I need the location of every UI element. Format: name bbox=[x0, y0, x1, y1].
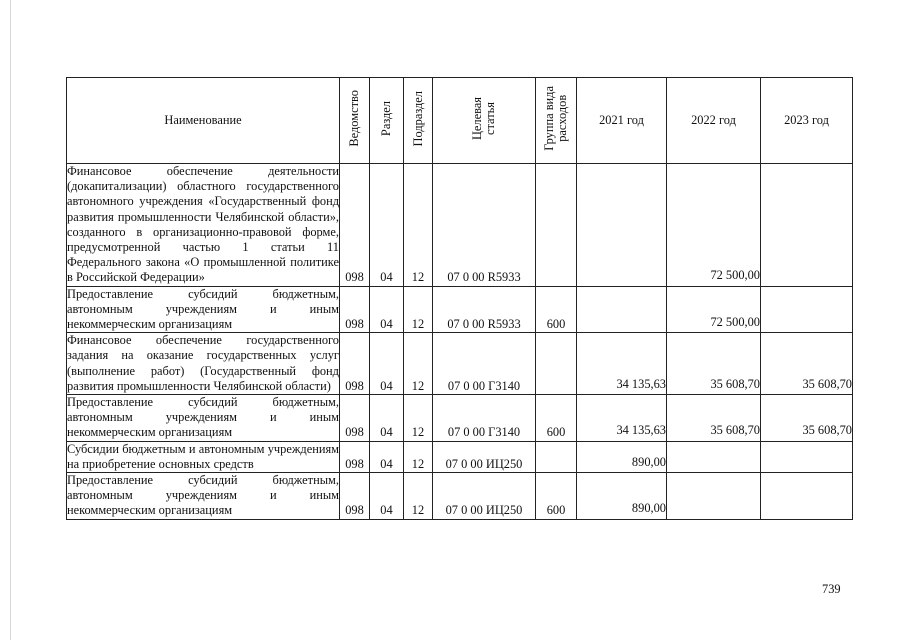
cell-name: Предоставление субсидий бюджетным, автономным учреждениям и иным некоммерческим организациям bbox=[67, 473, 339, 518]
page-number: 739 bbox=[822, 582, 841, 596]
cell-vedomstvo: 098 bbox=[340, 164, 370, 287]
cell-podrazdel: 12 bbox=[404, 286, 433, 333]
cell-target: 07 0 00 R5933 bbox=[433, 286, 536, 333]
cell-vedomstvo: 098 bbox=[340, 441, 370, 472]
cell-vedomstvo: 098 bbox=[340, 286, 370, 333]
cell-group bbox=[536, 333, 577, 395]
header-podrazdel: Подраздел bbox=[404, 78, 433, 164]
cell-group bbox=[536, 164, 577, 287]
cell-name: Предоставление субсидий бюджетным, автономным учреждениям и иным некоммерческим организациям bbox=[67, 286, 339, 332]
cell-2022 bbox=[667, 441, 761, 472]
cell-2023 bbox=[761, 164, 853, 287]
header-vedomstvo: Ведомство bbox=[340, 78, 370, 164]
header-target: Целевая статья bbox=[433, 78, 536, 164]
cell-group: 600 bbox=[536, 286, 577, 333]
header-2022: 2022 год bbox=[667, 78, 761, 164]
table-row bbox=[67, 333, 853, 395]
cell-razdel: 04 bbox=[370, 395, 404, 442]
header-2021: 2021 год bbox=[577, 78, 667, 164]
cell-podrazdel: 12 bbox=[404, 333, 433, 395]
cell-target: 07 0 00 Г3140 bbox=[433, 395, 536, 442]
cell-2021: 890,00 bbox=[577, 441, 667, 472]
table-row bbox=[67, 441, 853, 472]
table-row bbox=[67, 395, 853, 442]
cell-name: Финансовое обеспечение деятельности (докапитализации) областного государственного автономного учреждения «Государственный фонд развития промышленности Челябинской области», созданного в организационно-правовой форме, предусмотренной частью 1 статьи 11 Федерального закона «О промышленной политике в Российской Федерации» bbox=[67, 164, 339, 285]
cell-podrazdel: 12 bbox=[404, 473, 433, 520]
cell-2021: 890,00 bbox=[577, 473, 667, 520]
cell-2023: 35 608,70 bbox=[761, 333, 853, 395]
cell-name: Финансовое обеспечение государственного задания на оказание государственных услуг (выполнение работ) (Государственный фонд развития промышленности Челябинской области) bbox=[67, 333, 339, 393]
cell-group: 600 bbox=[536, 395, 577, 442]
cell-2021 bbox=[577, 164, 667, 287]
cell-2021 bbox=[577, 286, 667, 333]
header-name: Наименование bbox=[67, 78, 340, 164]
cell-2022: 72 500,00 bbox=[667, 164, 761, 287]
table-row bbox=[67, 286, 853, 333]
header-group: Группа вида расходов bbox=[536, 78, 577, 164]
cell-target: 07 0 00 Г3140 bbox=[433, 333, 536, 395]
cell-razdel: 04 bbox=[370, 441, 404, 472]
cell-razdel: 04 bbox=[370, 333, 404, 395]
cell-podrazdel: 12 bbox=[404, 164, 433, 287]
cell-group: 600 bbox=[536, 473, 577, 520]
table-row bbox=[67, 473, 853, 520]
header-2023: 2023 год bbox=[761, 78, 853, 164]
table-row bbox=[67, 164, 853, 287]
cell-2023 bbox=[761, 286, 853, 333]
cell-target: 07 0 00 ИЦ250 bbox=[433, 441, 536, 472]
cell-podrazdel: 12 bbox=[404, 395, 433, 442]
cell-2022: 35 608,70 bbox=[667, 333, 761, 395]
cell-razdel: 04 bbox=[370, 164, 404, 287]
cell-2022 bbox=[667, 473, 761, 520]
cell-name: Предоставление субсидий бюджетным, автономным учреждениям и иным некоммерческим организациям bbox=[67, 395, 339, 440]
header-row bbox=[67, 78, 853, 164]
cell-2022: 72 500,00 bbox=[667, 286, 761, 333]
cell-razdel: 04 bbox=[370, 473, 404, 520]
cell-2022: 35 608,70 bbox=[667, 395, 761, 442]
cell-vedomstvo: 098 bbox=[340, 395, 370, 442]
scan-edge-line bbox=[10, 0, 11, 640]
cell-vedomstvo: 098 bbox=[340, 333, 370, 395]
cell-vedomstvo: 098 bbox=[340, 473, 370, 520]
table-body bbox=[67, 164, 853, 520]
cell-target: 07 0 00 ИЦ250 bbox=[433, 473, 536, 520]
cell-2021: 34 135,63 bbox=[577, 333, 667, 395]
cell-group bbox=[536, 441, 577, 472]
cell-2023 bbox=[761, 473, 853, 520]
cell-name: Субсидии бюджетным и автономным учреждениям на приобретение основных средств bbox=[67, 441, 339, 471]
budget-table bbox=[66, 77, 853, 520]
cell-podrazdel: 12 bbox=[404, 441, 433, 472]
cell-razdel: 04 bbox=[370, 286, 404, 333]
cell-target: 07 0 00 R5933 bbox=[433, 164, 536, 287]
header-razdel: Раздел bbox=[370, 78, 404, 164]
cell-2023: 35 608,70 bbox=[761, 395, 853, 442]
cell-2021: 34 135,63 bbox=[577, 395, 667, 442]
cell-2023 bbox=[761, 441, 853, 472]
